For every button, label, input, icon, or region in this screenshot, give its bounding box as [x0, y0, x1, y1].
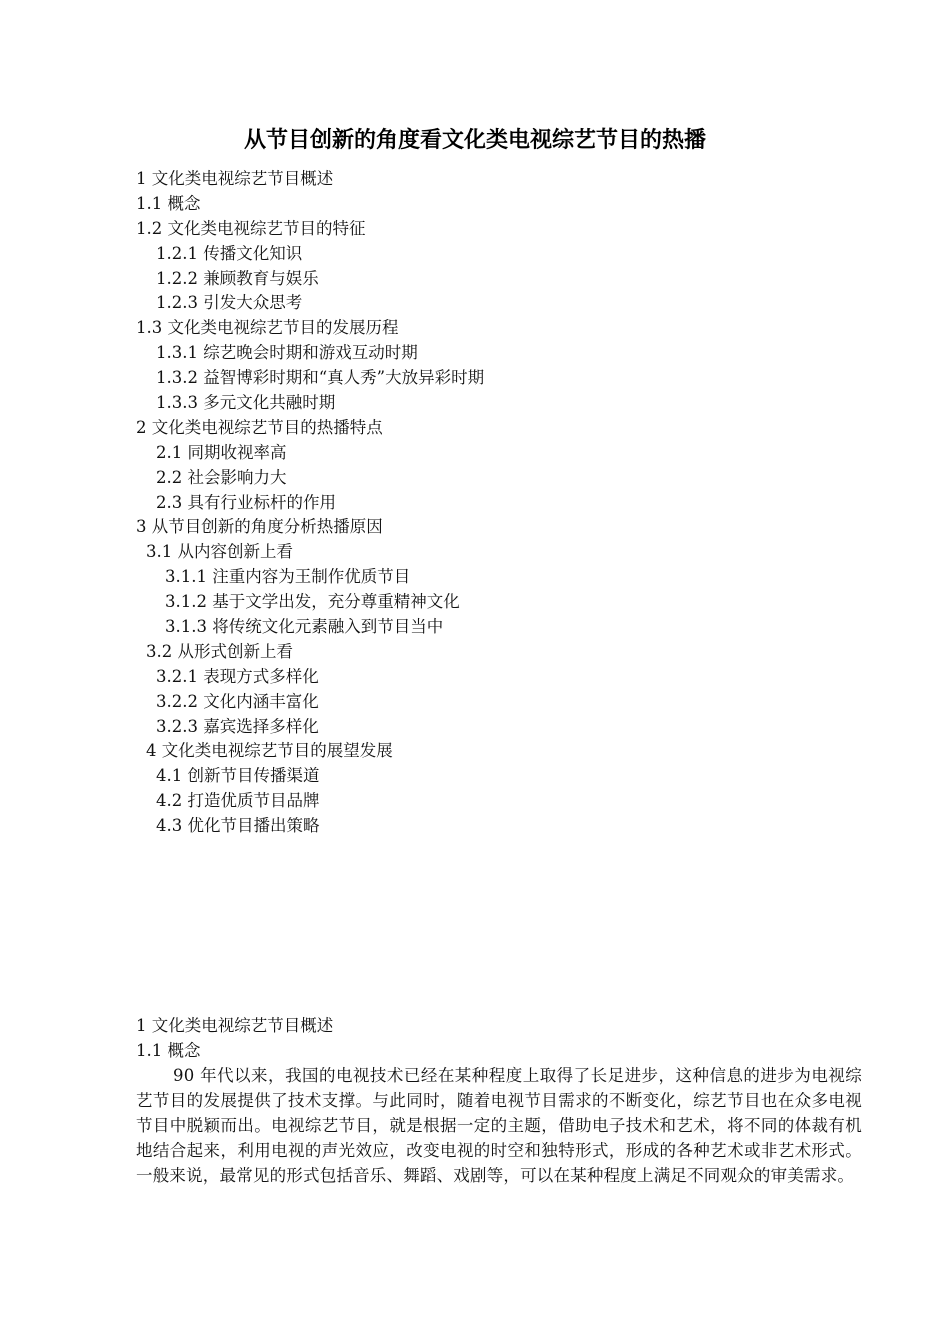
toc-entry: 2.1 同期收视率高 [156, 442, 287, 462]
body-section [136, 1013, 862, 1188]
toc-entry: 3.1 从内容创新上看 [146, 542, 293, 562]
toc-entry: 3.2.1 表现方式多样化 [156, 666, 319, 686]
toc-entry: 1.3 文化类电视综艺节目的发展历程 [136, 318, 399, 338]
toc-entry: 2.2 社会影响力大 [156, 467, 287, 487]
toc-entry: 2 文化类电视综艺节目的热播特点 [136, 417, 383, 437]
toc-entry: 1.1 概念 [136, 193, 201, 213]
toc-entry: 1.2.3 引发大众思考 [156, 293, 303, 313]
toc-entry: 1.2.2 兼顾教育与娱乐 [156, 268, 319, 288]
toc-entry: 1.3.3 多元文化共融时期 [156, 393, 336, 413]
toc-entry: 3.2.2 文化内涵丰富化 [156, 691, 319, 711]
toc-entry: 1.3.2 益智博彩时期和“真人秀”大放异彩时期 [156, 368, 485, 388]
toc-entry: 2.3 具有行业标杆的作用 [156, 492, 336, 512]
toc-entry: 1.3.1 综艺晚会时期和游戏互动时期 [156, 343, 418, 363]
toc-entry: 3.1.3 将传统文化元素融入到节目当中 [165, 617, 444, 637]
toc-entry: 4.2 打造优质节目品牌 [156, 791, 320, 811]
toc-entry: 1.2 文化类电视综艺节目的特征 [136, 218, 366, 238]
toc-entry: 3.1.1 注重内容为王制作优质节目 [165, 567, 411, 587]
table-of-contents [136, 167, 856, 839]
toc-entry: 4 文化类电视综艺节目的展望发展 [146, 741, 393, 761]
toc-entry: 3 从节目创新的角度分析热播原因 [136, 517, 383, 537]
toc-entry: 3.2 从形式创新上看 [146, 641, 293, 661]
toc-entry: 3.1.2 基于文学出发，充分尊重精神文化 [165, 592, 460, 612]
toc-entry: 3.2.3 嘉宾选择多样化 [156, 716, 319, 736]
toc-entry: 1 文化类电视综艺节目概述 [136, 169, 334, 188]
body-paragraph: 90 年代以来，我国的电视技术已经在某种程度上取得了长足进步，这种信息的进步为电视综艺节目的发展提供了技术支撑。与此同时，随着电视节目需求的不断变化，综艺节目也在众多电视节目中脱颖而出。电视综艺节目，就是根据一定的主题，借助电子技术和艺术，将不同的体裁有机地结合起来，利用电视的声光效应，改变电视的时空和独特形式，形成的各种艺术或非艺术形式。一般来说，最常见的形式包括音乐、舞蹈、戏剧等，可以在某种程度上满足不同观众的审美需求。 [136, 1066, 862, 1185]
toc-entry: 4.3 优化节目播出策略 [156, 816, 320, 836]
section-heading: 1 文化类电视综艺节目概述 [136, 1016, 334, 1035]
toc-entry: 1.2.1 传播文化知识 [156, 243, 303, 263]
toc-entry: 4.1 创新节目传播渠道 [156, 766, 320, 786]
subsection-heading: 1.1 概念 [136, 1041, 201, 1060]
document-title: 从节目创新的角度看文化类电视综艺节目的热播 [243, 128, 706, 153]
